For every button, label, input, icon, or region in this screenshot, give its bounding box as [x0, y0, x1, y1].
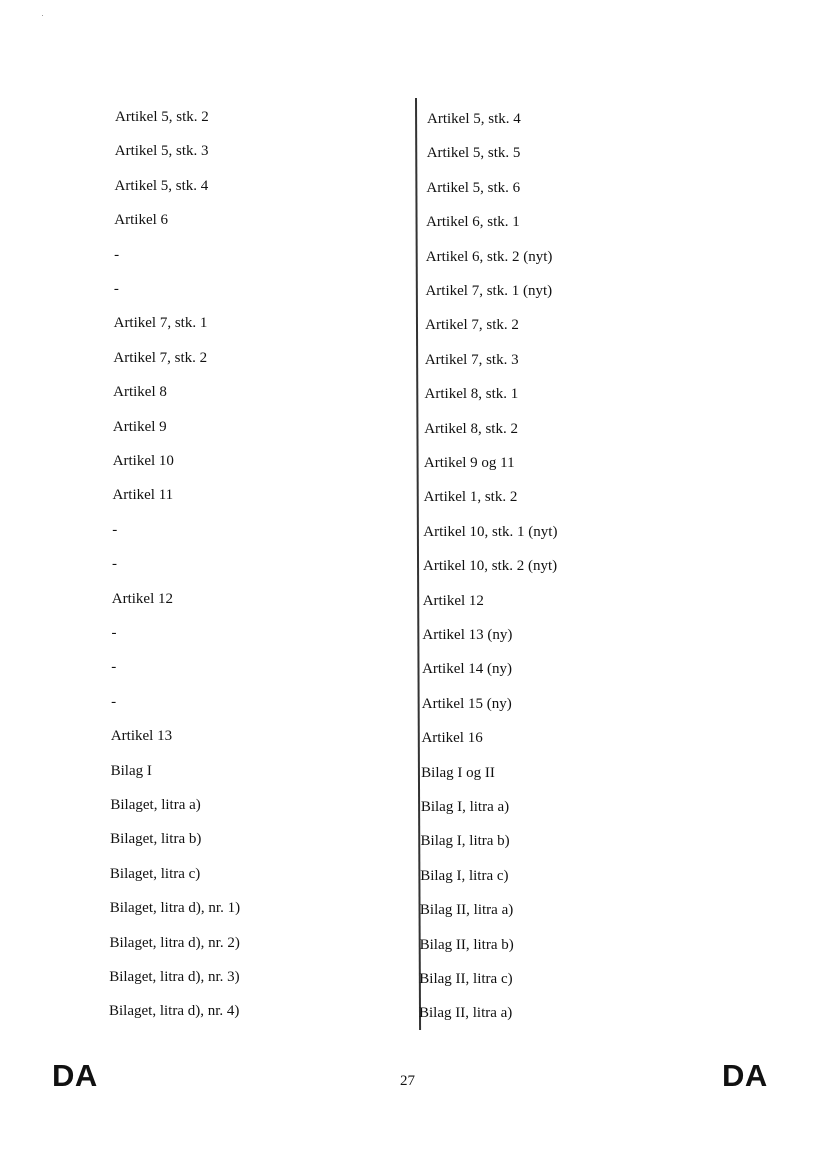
- right-cell: Bilag II, litra a): [419, 902, 514, 919]
- right-cell: Artikel 5, stk. 5: [426, 145, 521, 162]
- right-cell: Artikel 5, stk. 6: [426, 179, 521, 196]
- left-cell: Artikel 7, stk. 2: [113, 349, 208, 366]
- right-cell: Artikel 8, stk. 2: [424, 420, 518, 437]
- right-cell: Artikel 10, stk. 1 (nyt): [423, 523, 558, 540]
- left-cell: Bilaget, litra d), nr. 2): [109, 934, 240, 951]
- right-cell: Artikel 8, stk. 1: [424, 386, 519, 403]
- left-cell: Bilaget, litra d), nr. 3): [109, 969, 240, 985]
- right-cell: Artikel 15 (ny): [421, 695, 512, 712]
- right-cell: Bilag I og II: [421, 764, 495, 781]
- right-cell: Artikel 7, stk. 2: [425, 317, 519, 334]
- left-cell: Bilaget, litra a): [110, 797, 201, 813]
- left-cell: Artikel 5, stk. 3: [114, 143, 209, 160]
- right-cell: Artikel 14 (ny): [422, 661, 513, 678]
- right-cell: Artikel 6, stk. 1: [426, 214, 520, 231]
- left-cell: Artikel 12: [111, 590, 174, 607]
- left-cell: Bilaget, litra d), nr. 1): [109, 900, 241, 917]
- right-cell: Artikel 9 og 11: [423, 455, 515, 471]
- right-cell: Artikel 7, stk. 1 (nyt): [425, 283, 553, 299]
- right-cell: Bilag I, litra c): [420, 867, 509, 884]
- footer-language-right: DA: [722, 1058, 768, 1093]
- right-cell: Artikel 10, stk. 2 (nyt): [423, 558, 558, 575]
- right-cell: Artikel 13 (ny): [422, 627, 513, 643]
- left-cell: -: [114, 246, 120, 263]
- left-cell: -: [111, 625, 117, 641]
- left-cell: Artikel 8: [113, 384, 167, 401]
- left-cell: Artikel 11: [112, 487, 174, 504]
- left-cell: Artikel 6: [114, 212, 169, 229]
- left-cell: -: [112, 521, 118, 538]
- right-cell: Bilag I, litra b): [420, 833, 510, 850]
- left-cell: Artikel 5, stk. 2: [115, 109, 209, 125]
- footer-language-left: DA: [52, 1058, 98, 1093]
- right-cell: Artikel 5, stk. 4: [427, 111, 521, 127]
- left-cell: Artikel 7, stk. 1: [113, 315, 208, 332]
- left-cell: Artikel 13: [110, 728, 173, 745]
- right-cell: Bilag I, litra a): [420, 799, 510, 815]
- column-divider: [415, 98, 421, 1030]
- right-cell: Artikel 6, stk. 2 (nyt): [425, 248, 553, 265]
- left-cell: Artikel 5, stk. 4: [114, 177, 209, 194]
- right-cell: Artikel 16: [421, 730, 483, 747]
- right-cell: Artikel 12: [422, 592, 484, 609]
- left-cell: -: [111, 659, 117, 676]
- left-cell: Artikel 9: [112, 418, 167, 435]
- right-cell: Bilag II, litra a): [419, 1005, 513, 1022]
- left-cell: -: [113, 281, 119, 297]
- left-cell: Bilaget, litra c): [109, 865, 201, 882]
- left-cell: Bilag I: [110, 762, 152, 779]
- left-cell: Bilaget, litra b): [110, 831, 202, 848]
- right-cell: Artikel 7, stk. 3: [424, 351, 519, 368]
- page-number: 27: [400, 1073, 415, 1089]
- left-cell: -: [111, 693, 117, 710]
- left-cell: -: [112, 556, 117, 573]
- right-cell: Artikel 1, stk. 2: [423, 489, 518, 506]
- left-cell: Artikel 10: [112, 453, 174, 469]
- left-cell: Bilaget, litra d), nr. 4): [109, 1003, 240, 1020]
- right-cell: Bilag II, litra b): [419, 936, 514, 953]
- scan-dot: [42, 15, 43, 16]
- right-cell: Bilag II, litra c): [419, 971, 513, 987]
